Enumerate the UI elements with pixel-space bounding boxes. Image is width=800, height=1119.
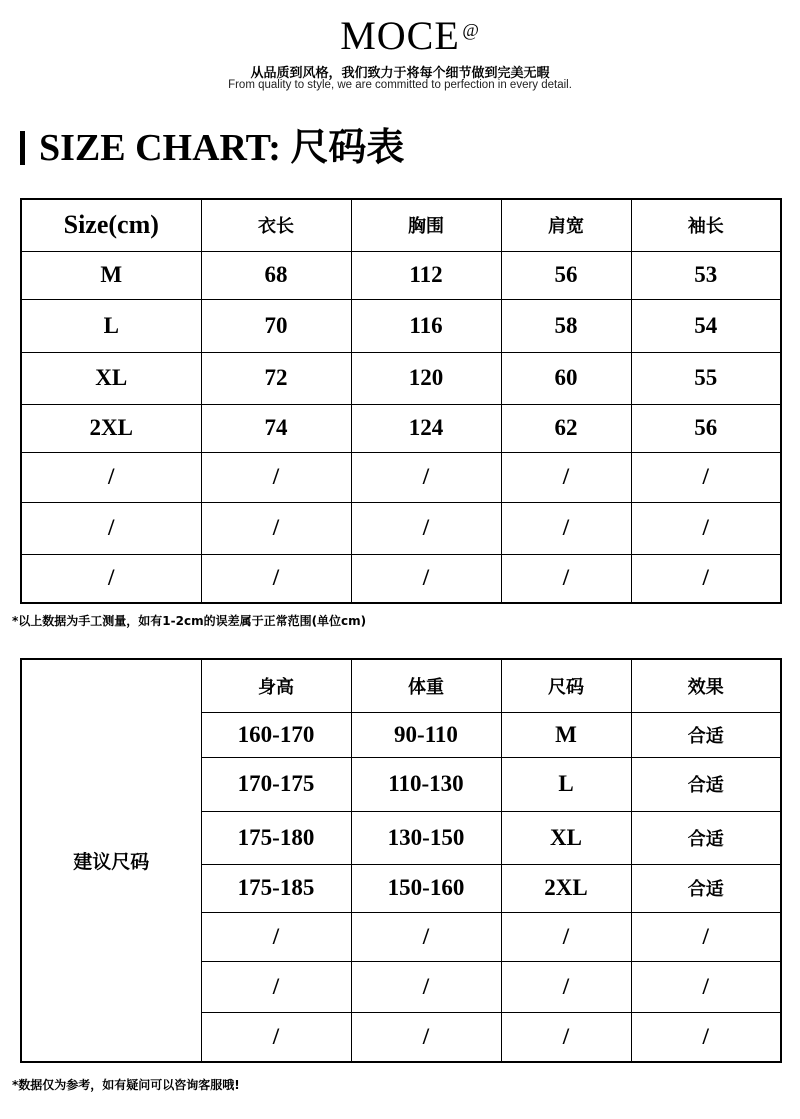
- table-cell: 合适: [631, 757, 781, 811]
- table-cell: /: [631, 912, 781, 961]
- table-cell: /: [501, 912, 631, 961]
- table-cell: 2XL: [501, 864, 631, 912]
- table-cell: 2XL: [21, 404, 201, 452]
- table-cell: /: [501, 961, 631, 1012]
- table-cell: /: [351, 1012, 501, 1062]
- table-row: [21, 404, 781, 452]
- table-cell: /: [201, 554, 351, 603]
- table-cell: 60: [501, 352, 631, 404]
- table-cell: L: [501, 757, 631, 811]
- table-cell: 56: [631, 404, 781, 452]
- table-cell: /: [351, 554, 501, 603]
- table-cell: 160-170: [201, 712, 351, 757]
- table-row: [21, 502, 781, 554]
- table-cell: XL: [21, 352, 201, 404]
- table-cell: /: [351, 452, 501, 502]
- table-cell: XL: [501, 811, 631, 864]
- brand-mark: @: [462, 20, 480, 40]
- recommended-size-table: [20, 658, 782, 1063]
- brand-name: MOCE: [340, 13, 460, 58]
- slogan-english: From quality to style, we are committed to perfection in every detail.: [228, 79, 572, 91]
- table-cell: 62: [501, 404, 631, 452]
- table-cell: /: [21, 502, 201, 554]
- table-cell: /: [201, 961, 351, 1012]
- table-cell: /: [201, 452, 351, 502]
- header-cell: 衣长: [201, 199, 351, 251]
- table-cell: /: [351, 961, 501, 1012]
- table-cell: /: [631, 554, 781, 603]
- size-chart-heading: [20, 126, 404, 170]
- table-cell: 74: [201, 404, 351, 452]
- table-cell: /: [631, 452, 781, 502]
- table-cell: 53: [631, 251, 781, 299]
- table-cell: 116: [351, 299, 501, 352]
- table-cell: 170-175: [201, 757, 351, 811]
- table-cell: 175-185: [201, 864, 351, 912]
- table-cell: 124: [351, 404, 501, 452]
- table-cell: 175-180: [201, 811, 351, 864]
- table-row: [21, 352, 781, 404]
- header-cell: 肩宽: [501, 199, 631, 251]
- header-cell: 身高: [201, 659, 351, 712]
- header-cell: 体重: [351, 659, 501, 712]
- table-cell: 70: [201, 299, 351, 352]
- heading-title: SIZE CHART: 尺码表: [39, 127, 405, 169]
- table-cell: M: [501, 712, 631, 757]
- table-cell: /: [501, 502, 631, 554]
- header-cell: 胸围: [351, 199, 501, 251]
- table-cell: /: [501, 452, 631, 502]
- table-cell: M: [21, 251, 201, 299]
- table-cell: 120: [351, 352, 501, 404]
- table-cell: /: [631, 502, 781, 554]
- table-cell: 合适: [631, 864, 781, 912]
- table-cell: /: [501, 1012, 631, 1062]
- table-cell: 58: [501, 299, 631, 352]
- table-cell: 150-160: [351, 864, 501, 912]
- header-cell: 效果: [631, 659, 781, 712]
- table-cell: /: [351, 912, 501, 961]
- table-row: [21, 251, 781, 299]
- size-chart-table: [20, 198, 782, 604]
- table-cell: /: [501, 554, 631, 603]
- table-row: [21, 452, 781, 502]
- recommend-label: 建议尺码: [21, 659, 201, 1062]
- table-header-row: [21, 659, 781, 712]
- table-cell: 54: [631, 299, 781, 352]
- table-cell: 112: [351, 251, 501, 299]
- table-cell: 130-150: [351, 811, 501, 864]
- table-cell: 68: [201, 251, 351, 299]
- header-cell: 袖长: [631, 199, 781, 251]
- reference-note: *数据仅为参考，如有疑问可以咨询客服哦!: [12, 1078, 240, 1092]
- table-cell: /: [631, 961, 781, 1012]
- table-cell: /: [201, 502, 351, 554]
- table-row: [21, 299, 781, 352]
- measurement-note: *以上数据为手工测量，如有1-2cm的误差属于正常范围(单位cm): [12, 614, 367, 628]
- table-cell: /: [631, 1012, 781, 1062]
- table-cell: L: [21, 299, 201, 352]
- table-cell: 56: [501, 251, 631, 299]
- table-cell: /: [21, 554, 201, 603]
- table-cell: /: [351, 502, 501, 554]
- table-cell: 55: [631, 352, 781, 404]
- brand-logo: [340, 13, 480, 58]
- table-row: [21, 554, 781, 603]
- header-cell: 尺码: [501, 659, 631, 712]
- table-cell: 110-130: [351, 757, 501, 811]
- table-cell: 72: [201, 352, 351, 404]
- table-header-row: [21, 199, 781, 251]
- table-cell: /: [201, 912, 351, 961]
- header-cell: Size(cm): [21, 199, 201, 251]
- slogan-chinese: 从品质到风格，我们致力于将每个细节做到完美无暇: [250, 66, 550, 81]
- table-cell: 90-110: [351, 712, 501, 757]
- brand-header: [0, 14, 800, 58]
- table-cell: /: [201, 1012, 351, 1062]
- heading-accent-bar: [20, 131, 25, 165]
- table-cell: 合适: [631, 712, 781, 757]
- table-cell: /: [21, 452, 201, 502]
- table-cell: 合适: [631, 811, 781, 864]
